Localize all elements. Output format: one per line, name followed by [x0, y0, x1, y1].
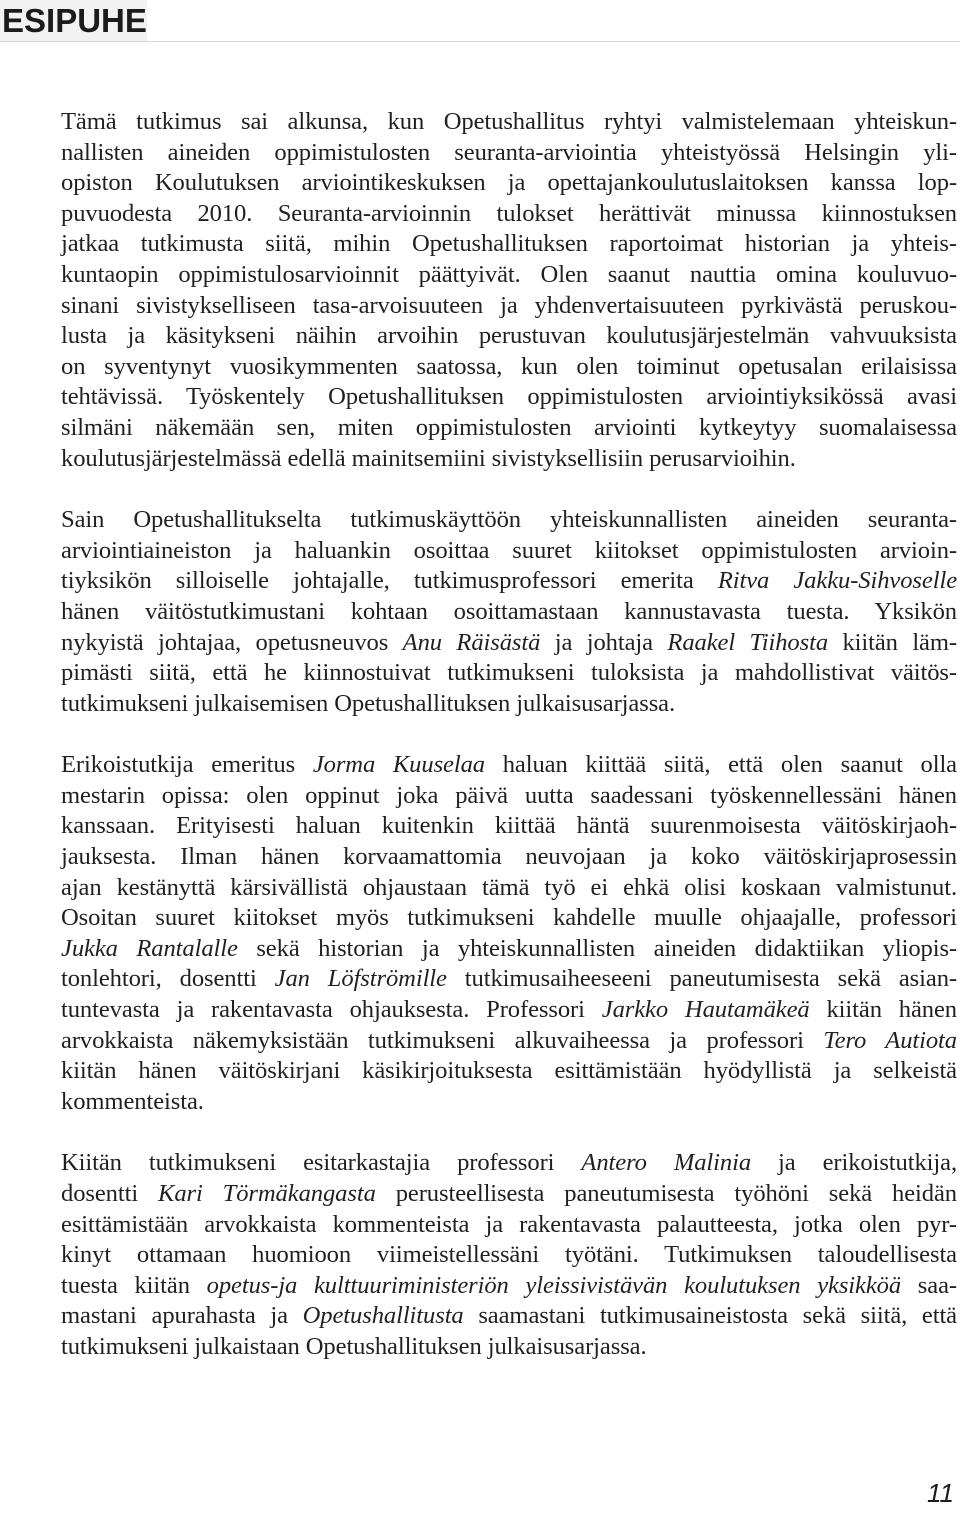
- text-line: kommenteista.: [61, 1087, 204, 1115]
- text-line: mastani apurahasta ja Opetushallitusta saamastani tutkimusaineistosta sekä siitä, että: [61, 1302, 958, 1330]
- italic-name: Jorma Kuuselaa: [312, 751, 485, 779]
- text-line: Osoitan suuret kiitokset myös tutkimukseni kahdelle muulle ohjaajalle, professori: [61, 904, 957, 932]
- text-line: koulutusjärjestelmässä edellä mainitsemiini sivistyksellisiin perusarvioihin.: [61, 444, 796, 472]
- italic-name: opetus-ja kulttuuriministeriön yleissivistävän koulutuksen yksikköä: [206, 1271, 902, 1299]
- text-line: arvokkaista näkemyksistään tutkimukseni alkuvaiheessa ja professori Tero Autiota: [61, 1026, 957, 1054]
- italic-name: Raakel Tiihosta: [667, 628, 829, 656]
- paragraph: [61, 505, 957, 719]
- text-line: tuntevasta ja rakentavasta ohjauksesta. Professori Jarkko Hautamäkeä kiitän hänen: [61, 996, 957, 1024]
- italic-name: Kari Törmäkangasta: [158, 1180, 376, 1207]
- text-line: Jukka Rantalalle sekä historian ja yhteiskunnallisten aineiden didaktiikan yliopis-: [61, 934, 958, 962]
- text-line: sinani sivistykselliseen tasa-arvoisuuteen ja yhdenvertaisuuteen pyrkivästä peruskou-: [61, 291, 957, 319]
- text-line: Kiitän tutkimukseni esitarkastajia professori Antero Malinia ja erikoistutkija,: [61, 1149, 958, 1177]
- text-line: kanssaan. Erityisesti haluan kuitenkin kiittää häntä suurenmoisesta väitöskirjaoh-: [61, 812, 957, 840]
- text-line: nykyistä johtajaa, opetusneuvos Anu Räisästä ja johtaja Raakel Tiihosta kiitän läm-: [61, 628, 957, 656]
- text-line: tutkimukseni julkaisemisen Opetushallituksen julkaisusarjassa.: [61, 689, 676, 717]
- paragraph: [61, 107, 957, 474]
- text-line: ajan kestänyttä kärsivällistä ohjaustaan tämä työ ei ehkä olisi koskaan valmistunut.: [61, 873, 957, 901]
- italic-name: Opetushallitusta: [302, 1302, 464, 1330]
- italic-name: Antero Malinia: [581, 1149, 752, 1177]
- text-line: pimästi siitä, että he kiinnostuivat tutkimukseni tuloksista ja mahdollistivat väitös-: [61, 659, 957, 687]
- preface-body: [61, 107, 957, 1394]
- text-line: jauksesta. Ilman hänen korvaamattomia neuvojaan ja koko väitöskirjaprosessin: [61, 843, 957, 871]
- text-line: dosentti Kari Törmäkangasta perusteellisesta paneutumisesta työhöni sekä heidän: [61, 1180, 957, 1207]
- italic-name: Jarkko Hautamäkeä: [601, 996, 810, 1024]
- heading-divider: [0, 41, 960, 42]
- italic-name: Ritva Jakku-Sihvoselle: [717, 567, 958, 595]
- text-line: kiitän hänen väitöskirjani käsikirjoituksesta esittämistään hyödyllistä ja selkeistä: [61, 1057, 957, 1085]
- italic-name: Jan Löfströmille: [274, 965, 447, 993]
- page-heading: ESIPUHE: [2, 2, 147, 39]
- italic-name: Anu Räisästä: [402, 628, 541, 656]
- text-line: tehtävissä. Työskentely Opetushallituksen oppimistulosten arviointiyksikössä avasi: [61, 383, 957, 411]
- text-line: jatkaa tutkimusta siitä, mihin Opetushallituksen raportoimat historian ja yhteis-: [61, 230, 957, 258]
- text-line: arviointiaineiston ja haluankin osoittaa suuret kiitokset oppimistulosten arvioin-: [61, 536, 957, 564]
- text-line: Tämä tutkimus sai alkunsa, kun Opetushallitus ryhtyi valmistelemaan yhteiskun-: [61, 108, 957, 135]
- text-line: silmäni näkemään sen, miten oppimistulosten arviointi kytkeytyy suomalaisessa: [61, 413, 957, 441]
- text-line: on syventynyt vuosikymmenten saatossa, kun olen toiminut opetusalan erilaisissa: [61, 352, 957, 380]
- text-line: tiyksikön silloiselle johtajalle, tutkimusprofessori emerita Ritva Jakku-Sihvoselle: [61, 567, 958, 595]
- paragraph: [61, 750, 957, 1117]
- text-line: Erikoistutkija emeritus Jorma Kuuselaa haluan kiittää siitä, että olen saanut olla: [61, 751, 957, 779]
- text-line: nallisten aineiden oppimistulosten seuranta-arviointia yhteistyössä Helsingin yli-: [61, 138, 957, 166]
- text-line: tutkimukseni julkaistaan Opetushallituksen julkaisusarjassa.: [61, 1332, 647, 1360]
- text-line: puvuodesta 2010. Seuranta-arvioinnin tulokset herättivät minussa kiinnostuksen: [61, 199, 957, 227]
- text-line: mestarin opissa: olen oppinut joka päivä uutta saadessani työskennellessäni hänen: [61, 781, 957, 809]
- italic-name: Tero Autiota: [823, 1026, 957, 1054]
- text-line: Sain Opetushallitukselta tutkimuskäyttöön yhteiskunnallisten aineiden seuranta-: [61, 506, 957, 534]
- page-number: 11: [927, 1478, 954, 1508]
- text-line: esittämistään arvokkaista kommenteista ja rakentavasta palautteesta, jotka olen pyr-: [61, 1210, 957, 1238]
- italic-name: Jukka Rantalalle: [61, 934, 238, 962]
- text-line: tuesta kiitän opetus-ja kulttuuriministeriön yleissivistävän koulutuksen yksikköä saa-: [61, 1271, 957, 1299]
- paragraph: [61, 1148, 957, 1362]
- text-line: kinyt ottamaan huomioon viimeistellessäni työtäni. Tutkimuksen taloudellisesta: [61, 1241, 957, 1269]
- text-line: lusta ja käsitykseni näihin arvoihin perustuvan koulutusjärjestelmän vahvuuksista: [61, 322, 957, 350]
- text-line: kuntaopin oppimistulosarvioinnit päättyivät. Olen saanut nauttia omina kouluvuo-: [61, 260, 957, 288]
- text-line: opiston Koulutuksen arviointikeskuksen ja opettajankoulutuslaitoksen kanssa lop-: [61, 169, 957, 197]
- text-line: hänen väitöstutkimustani kohtaan osoittamastaan kannustavasta tuesta. Yksikön: [61, 597, 957, 625]
- text-line: tonlehtori, dosentti Jan Löfströmille tutkimusaiheeseeni paneutumisesta sekä asian-: [61, 965, 957, 993]
